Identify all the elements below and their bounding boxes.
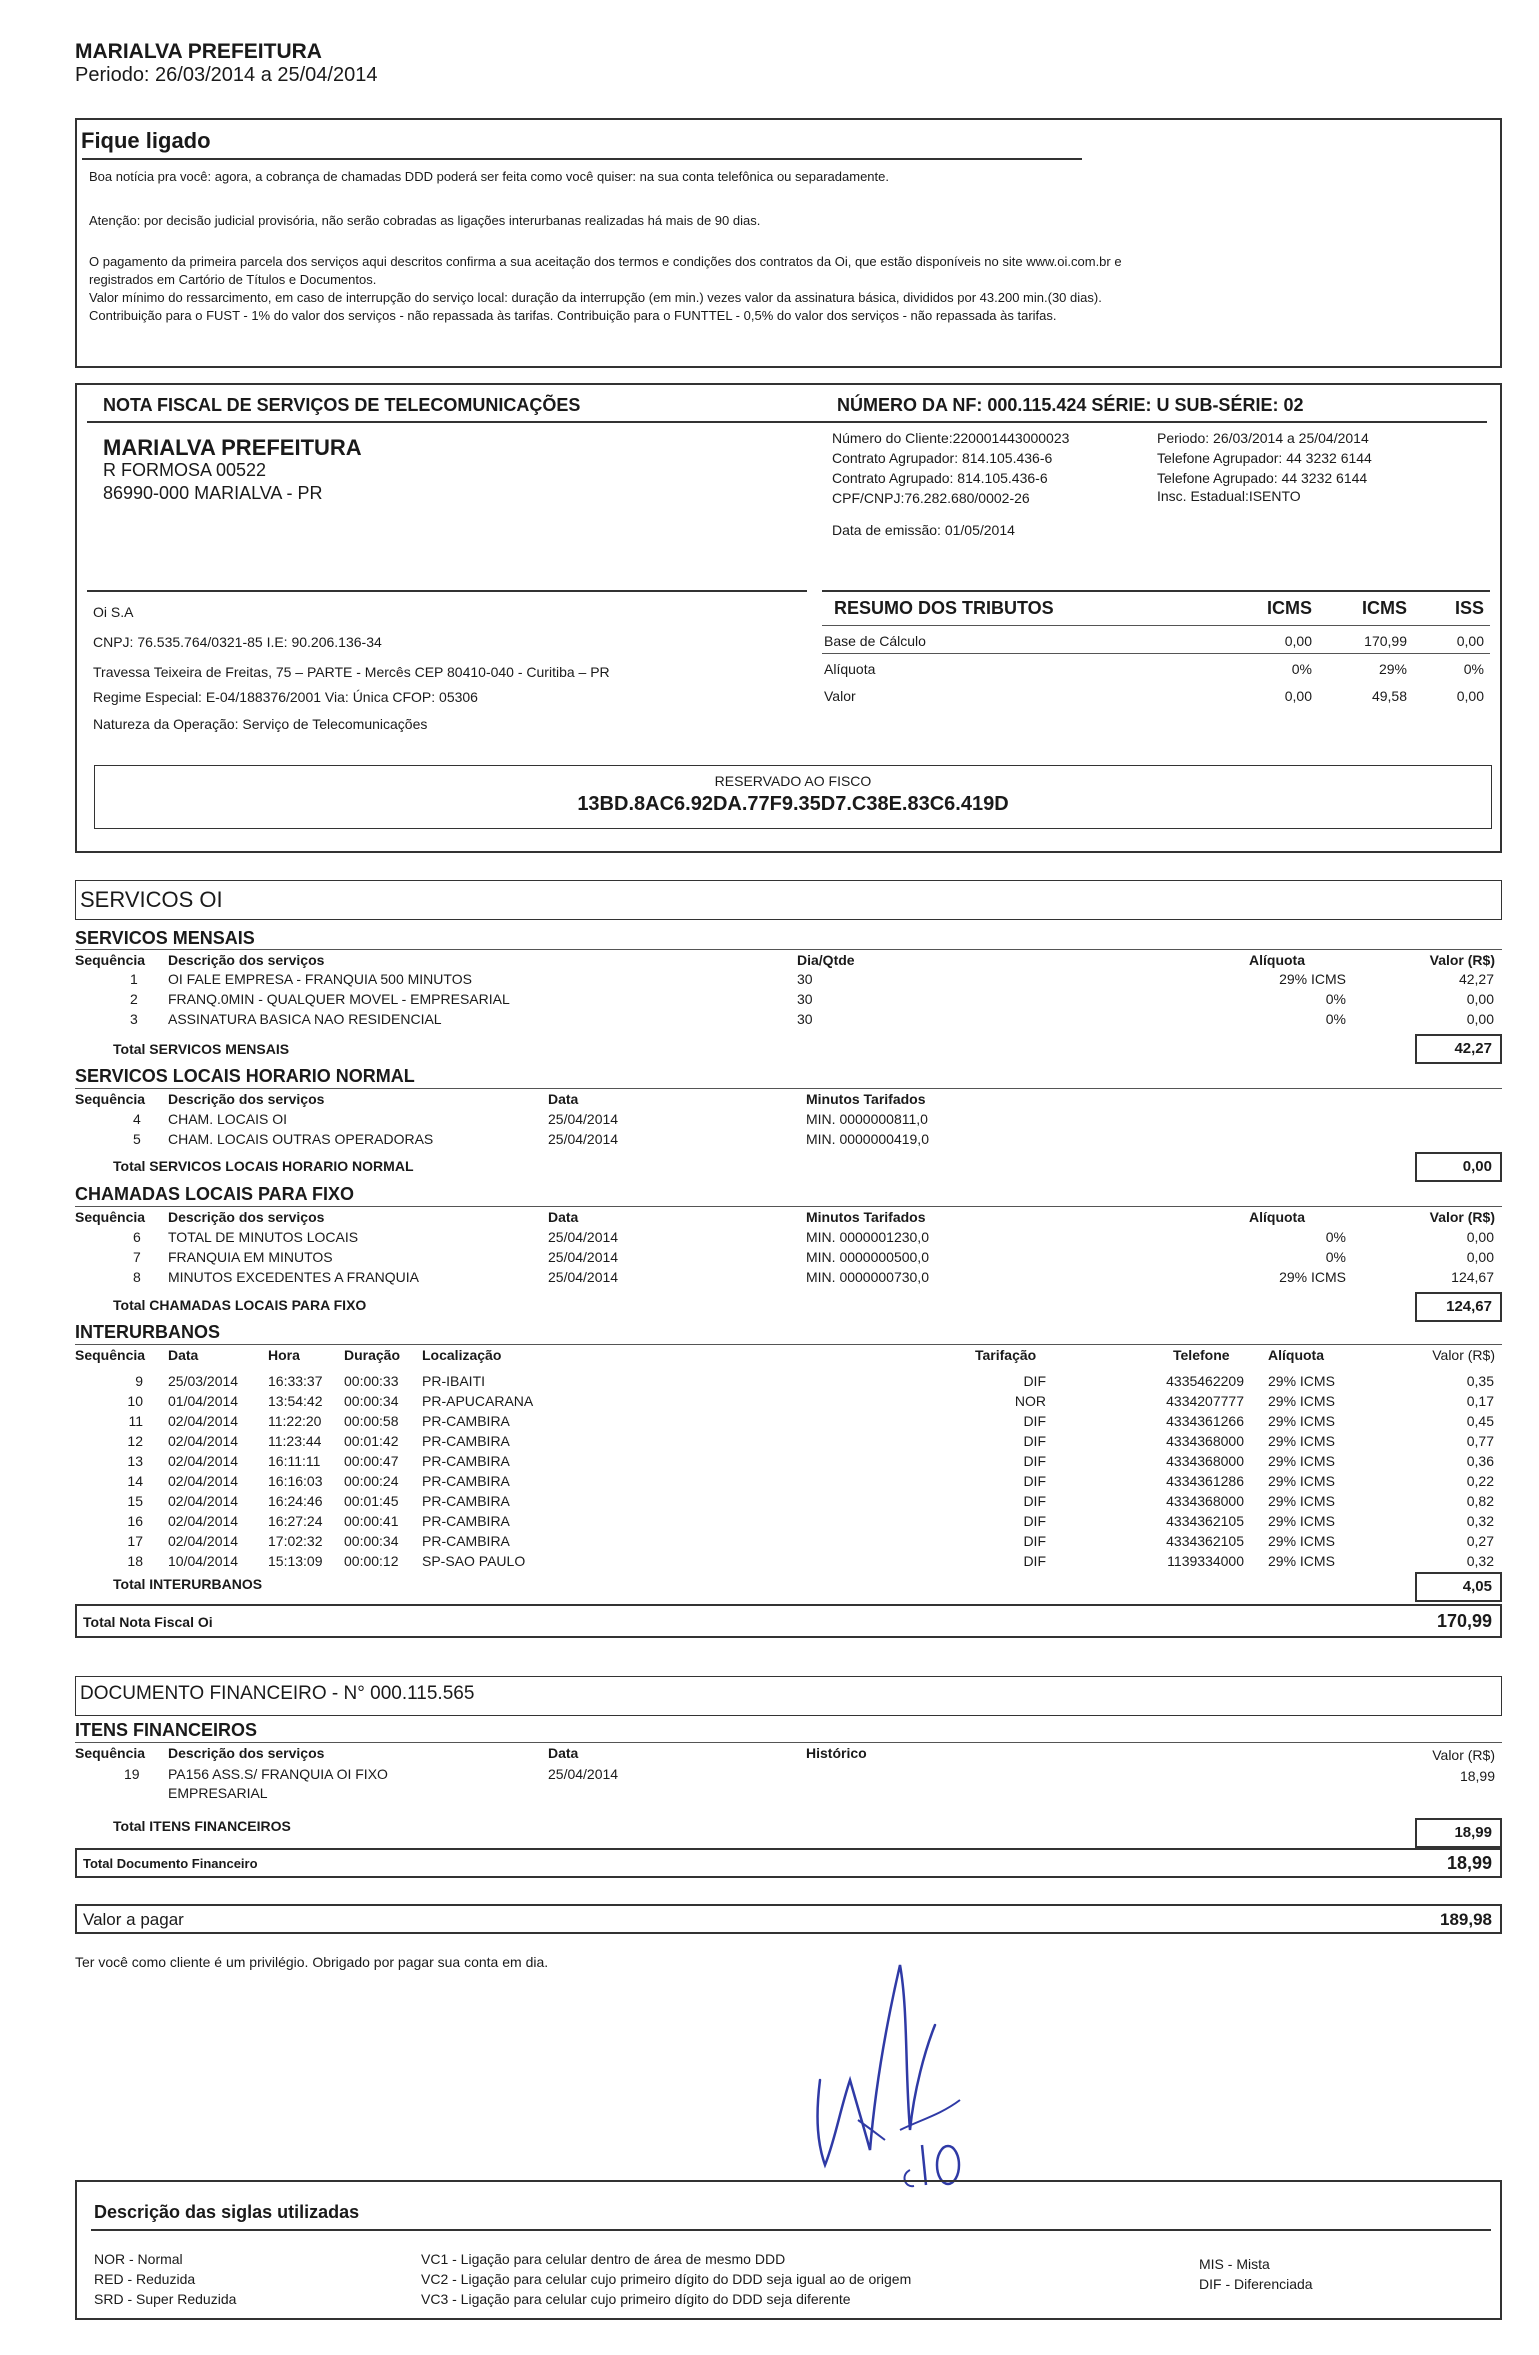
mensais-title: SERVICOS MENSAIS xyxy=(75,928,255,948)
nf-number: NÚMERO DA NF: 000.115.424 SÉRIE: U SUB-SÉRIE: 02 xyxy=(837,395,1304,415)
nf-info-right: Telefone Agrupador: 44 3232 6144 xyxy=(1157,450,1372,466)
col-header-valor: Valor (R$) xyxy=(1432,1747,1495,1763)
row-valor: 0,00 xyxy=(1466,991,1494,1007)
notice-title: Fique ligado xyxy=(81,128,211,153)
row-tel: 4334361266 xyxy=(1166,1413,1244,1429)
row-desc: ASSINATURA BASICA NAO RESIDENCIAL xyxy=(168,1011,442,1027)
row-valor: 0,00 xyxy=(1466,1249,1494,1265)
row-tar: DIF xyxy=(1023,1413,1046,1429)
nf-info-left: Contrato Agrupador: 814.105.436-6 xyxy=(832,450,1053,466)
siglas-box xyxy=(75,2180,1502,2320)
interurbanos-total-label: Total INTERURBANOS xyxy=(113,1576,263,1592)
fin-row-seq: 19 xyxy=(124,1766,140,1782)
company-address: Travessa Teixeira de Freitas, 75 – PARTE - Mercês CEP 80410-040 - Curitiba – PR xyxy=(93,664,610,680)
fixo-title-line xyxy=(75,1206,1502,1207)
row-aliq: 29% ICMS xyxy=(1268,1533,1335,1549)
row-hora: 16:27:24 xyxy=(268,1513,323,1529)
row-aliq: 29% ICMS xyxy=(1279,971,1346,987)
tributes-value: 29% xyxy=(1378,661,1407,677)
row-tar: DIF xyxy=(1023,1433,1046,1449)
row-valor: 0,45 xyxy=(1466,1413,1494,1429)
row-data: 02/04/2014 xyxy=(168,1513,239,1529)
table-row xyxy=(0,1452,1539,1472)
row-data: 02/04/2014 xyxy=(168,1413,239,1429)
row-aliq: 29% ICMS xyxy=(1268,1553,1335,1569)
row-min: MIN. 0000000811,0 xyxy=(806,1111,928,1127)
col-header-localizacao: Localização xyxy=(422,1347,502,1363)
mensais-total: 42,27 xyxy=(1415,1034,1502,1064)
tributes-title: RESUMO DOS TRIBUTOS xyxy=(834,598,1054,618)
row-aliq: 29% ICMS xyxy=(1268,1393,1335,1409)
mensais-title-line xyxy=(75,949,1502,950)
row-valor: 0,00 xyxy=(1466,1229,1494,1245)
row-dur: 00:01:42 xyxy=(344,1433,399,1449)
row-aliq: 29% ICMS xyxy=(1268,1473,1335,1489)
row-tel: 4334362105 xyxy=(1166,1533,1244,1549)
tributes-row-label: Alíquota xyxy=(824,661,876,677)
customer-name-header: MARIALVA PREFEITURA xyxy=(75,40,322,63)
row-hora: 16:33:37 xyxy=(268,1373,323,1389)
row-valor: 42,27 xyxy=(1458,971,1494,987)
col-header-seq: Sequência xyxy=(75,1091,146,1107)
col-header-seq: Sequência xyxy=(75,1745,146,1761)
row-seq: 9 xyxy=(135,1373,143,1389)
nf-emission-date: Data de emissão: 01/05/2014 xyxy=(832,522,1015,538)
tributes-value: 0,00 xyxy=(1284,688,1312,704)
col-header-desc: Descrição dos serviços xyxy=(168,952,325,968)
row-aliq: 29% ICMS xyxy=(1279,1269,1346,1285)
notice-line: Boa notícia pra você: agora, a cobrança de chamadas DDD poderá ser feita como você quiser: na sua conta telefônica ou separadamente. xyxy=(89,169,889,184)
row-seq: 1 xyxy=(130,971,138,987)
table-row xyxy=(0,1512,1539,1532)
row-loc: PR-CAMBIRA xyxy=(422,1433,510,1449)
row-dur: 00:00:34 xyxy=(344,1533,399,1549)
nf-total-value: 170,99 xyxy=(1436,1611,1492,1631)
row-loc: PR-APUCARANA xyxy=(422,1393,534,1409)
row-tel: 4334361286 xyxy=(1166,1473,1244,1489)
financeiro-title: DOCUMENTO FINANCEIRO - N° 000.115.565 xyxy=(80,1683,475,1704)
table-row xyxy=(0,990,1539,1010)
row-tel: 4334368000 xyxy=(1166,1453,1244,1469)
notice-line: Contribuição para o FUST - 1% do valor dos serviços - não repassada às tarifas. Contribuição para o FUNTTEL - 0,5% do valor dos serviços - não repassada às tarifas. xyxy=(89,308,1057,323)
notice-box xyxy=(75,118,1502,368)
row-aliq: 29% ICMS xyxy=(1268,1373,1335,1389)
col-header-valor: Valor (R$) xyxy=(1432,1347,1495,1363)
row-seq: 8 xyxy=(133,1269,141,1285)
services-title: SERVICOS OI xyxy=(80,887,223,912)
row-tar: DIF xyxy=(1023,1373,1046,1389)
nf-customer-addr2: 86990-000 MARIALVA - PR xyxy=(103,483,323,503)
fixo-rows xyxy=(0,1228,1539,1288)
row-aliq: 29% ICMS xyxy=(1268,1433,1335,1449)
table-row xyxy=(0,1228,1539,1248)
fin-row-valor: 18,99 xyxy=(1459,1768,1495,1784)
nf-title: NOTA FISCAL DE SERVIÇOS DE TELECOMUNICAÇÕES xyxy=(103,395,581,415)
fixo-title: CHAMADAS LOCAIS PARA FIXO xyxy=(75,1184,354,1204)
row-loc: PR-CAMBIRA xyxy=(422,1533,510,1549)
row-dur: 00:00:34 xyxy=(344,1393,399,1409)
row-dur: 00:00:47 xyxy=(344,1453,399,1469)
nf-info-left: Contrato Agrupado: 814.105.436-6 xyxy=(832,470,1048,486)
row-hora: 16:16:03 xyxy=(268,1473,323,1489)
nota-fiscal-box xyxy=(75,383,1502,853)
reserved-fisco-code: 13BD.8AC6.92DA.77F9.35D7.C38E.83C6.419D xyxy=(577,793,1009,815)
col-header-data: Data xyxy=(548,1745,579,1761)
row-data: 02/04/2014 xyxy=(168,1533,239,1549)
row-data: 02/04/2014 xyxy=(168,1473,239,1489)
row-valor: 0,32 xyxy=(1466,1553,1494,1569)
doc-total-label: Total Documento Financeiro xyxy=(83,1856,258,1871)
row-dur: 00:00:41 xyxy=(344,1513,399,1529)
doc-total-value: 18,99 xyxy=(1446,1853,1492,1873)
row-tar: DIF xyxy=(1023,1553,1046,1569)
sigla-item: RED - Reduzida xyxy=(94,2271,196,2287)
sigla-item: MIS - Mista xyxy=(1199,2256,1270,2272)
col-header-tarifacao: Tarifação xyxy=(975,1347,1037,1363)
row-data: 01/04/2014 xyxy=(168,1393,239,1409)
table-row xyxy=(0,1130,1539,1150)
company-name: Oi S.A xyxy=(93,604,134,620)
sigla-item: NOR - Normal xyxy=(94,2251,183,2267)
col-header-data: Data xyxy=(548,1091,579,1107)
row-tar: DIF xyxy=(1023,1493,1046,1509)
company-regime: Regime Especial: E-04/188376/2001 Via: Única CFOP: 05306 xyxy=(93,689,478,705)
sigla-item: SRD - Super Reduzida xyxy=(94,2291,237,2307)
row-aliq: 0% xyxy=(1325,1229,1346,1245)
table-row xyxy=(0,1472,1539,1492)
reserved-fisco-box xyxy=(94,765,1492,829)
table-row xyxy=(0,1392,1539,1412)
tributes-divider xyxy=(822,590,1490,592)
thanks-message: Ter você como cliente é um privilégio. Obrigado por pagar sua conta em dia. xyxy=(75,1954,549,1970)
row-valor: 0,32 xyxy=(1466,1513,1494,1529)
row-hora: 17:02:32 xyxy=(268,1533,323,1549)
nf-total-label: Total Nota Fiscal Oi xyxy=(83,1614,213,1630)
row-seq: 12 xyxy=(127,1433,143,1449)
sigla-item: VC2 - Ligação para celular cujo primeiro dígito do DDD seja igual ao de origem xyxy=(421,2271,912,2287)
col-header-aliq: Alíquota xyxy=(1268,1347,1324,1363)
row-aliq: 29% ICMS xyxy=(1268,1413,1335,1429)
row-valor: 0,17 xyxy=(1466,1393,1494,1409)
table-row xyxy=(0,1372,1539,1392)
tributes-value: 0% xyxy=(1463,661,1484,677)
row-seq: 13 xyxy=(127,1453,143,1469)
table-row xyxy=(0,1248,1539,1268)
nf-info-right: Periodo: 26/03/2014 a 25/04/2014 xyxy=(1157,430,1369,446)
row-seq: 6 xyxy=(133,1229,141,1245)
col-header-desc: Descrição dos serviços xyxy=(168,1745,325,1761)
row-data: 25/04/2014 xyxy=(548,1229,619,1245)
row-valor: 0,82 xyxy=(1466,1493,1494,1509)
tributes-value: 170,99 xyxy=(1364,633,1407,649)
sigla-item: VC3 - Ligação para celular cujo primeiro dígito do DDD seja diferente xyxy=(421,2291,851,2307)
notice-line: Atenção: por decisão judicial provisória, não serão cobradas as ligações interurbanas realizadas há mais de 90 dias. xyxy=(89,213,761,228)
row-loc: PR-CAMBIRA xyxy=(422,1513,510,1529)
row-desc: CHAM. LOCAIS OUTRAS OPERADORAS xyxy=(168,1131,434,1147)
tributes-value: 0% xyxy=(1291,661,1312,677)
fin-row-desc: PA156 ASS.S/ FRANQUIA OI FIXO xyxy=(168,1766,388,1782)
row-loc: PR-CAMBIRA xyxy=(422,1473,510,1489)
doc-total-box xyxy=(75,1848,1502,1878)
locais-title: SERVICOS LOCAIS HORARIO NORMAL xyxy=(75,1066,415,1086)
row-data: 02/04/2014 xyxy=(168,1453,239,1469)
col-header-seq: Sequência xyxy=(75,1209,146,1225)
row-data: 25/04/2014 xyxy=(548,1249,619,1265)
row-loc: SP-SAO PAULO xyxy=(422,1553,526,1569)
period-header: Periodo: 26/03/2014 a 25/04/2014 xyxy=(75,64,378,86)
row-tel: 4335462209 xyxy=(1166,1373,1244,1389)
row-seq: 16 xyxy=(127,1513,143,1529)
row-seq: 15 xyxy=(127,1493,143,1509)
services-title-box xyxy=(75,880,1502,920)
row-loc: PR-CAMBIRA xyxy=(422,1493,510,1509)
financeiro-title-box xyxy=(75,1676,1502,1716)
row-desc: MINUTOS EXCEDENTES A FRANQUIA xyxy=(168,1269,420,1285)
row-valor: 0,27 xyxy=(1466,1533,1494,1549)
row-seq: 7 xyxy=(133,1249,141,1265)
col-header-data: Data xyxy=(168,1347,199,1363)
itens-financeiros-line xyxy=(75,1742,1502,1743)
row-aliq: 29% ICMS xyxy=(1268,1453,1335,1469)
row-valor: 0,36 xyxy=(1466,1453,1494,1469)
row-tar: NOR xyxy=(1014,1393,1046,1409)
row-min: MIN. 0000000419,0 xyxy=(806,1131,929,1147)
row-desc: CHAM. LOCAIS OI xyxy=(168,1111,288,1127)
table-row xyxy=(0,970,1539,990)
row-hora: 15:13:09 xyxy=(268,1553,323,1569)
nf-customer-addr1: R FORMOSA 00522 xyxy=(103,460,267,480)
row-hora: 16:24:46 xyxy=(268,1493,323,1509)
table-row xyxy=(0,1010,1539,1030)
row-loc: PR-IBAITI xyxy=(422,1373,486,1389)
row-seq: 14 xyxy=(127,1473,143,1489)
row-aliq: 29% ICMS xyxy=(1268,1493,1335,1509)
interurbanos-rows xyxy=(0,1372,1539,1572)
row-seq: 18 xyxy=(127,1553,143,1569)
row-min: MIN. 0000000500,0 xyxy=(806,1249,929,1265)
row-data: 10/04/2014 xyxy=(168,1553,239,1569)
tributes-value: 49,58 xyxy=(1371,688,1407,704)
tributes-header-icms: ICMS xyxy=(1362,598,1407,618)
row-tar: DIF xyxy=(1023,1533,1046,1549)
fixo-total-label: Total CHAMADAS LOCAIS PARA FIXO xyxy=(113,1297,367,1313)
row-aliq: 29% ICMS xyxy=(1268,1513,1335,1529)
tributes-value: 0,00 xyxy=(1456,633,1484,649)
locais-total-label: Total SERVICOS LOCAIS HORARIO NORMAL xyxy=(113,1158,414,1174)
row-data: 25/03/2014 xyxy=(168,1373,239,1389)
row-valor: 0,35 xyxy=(1466,1373,1494,1389)
locais-title-line xyxy=(75,1088,1502,1089)
company-divider xyxy=(87,590,807,592)
siglas-divider xyxy=(91,2229,1491,2231)
notice-line: Valor mínimo do ressarcimento, em caso de interrupção do serviço local: duração da interrupção (em min.) vezes valor da assinatura básica, divididos por 43.200 min.(30 dias). xyxy=(89,290,1102,305)
row-min: MIN. 0000000730,0 xyxy=(806,1269,929,1285)
notice-line: O pagamento da primeira parcela dos serviços aqui descritos confirma a sua aceitação dos termos e condições dos contratos da Oi, que estão disponíveis no site www.oi.com.br e xyxy=(89,254,1122,269)
row-data: 25/04/2014 xyxy=(548,1269,619,1285)
table-row xyxy=(0,1492,1539,1512)
row-data: 25/04/2014 xyxy=(548,1131,619,1147)
table-row xyxy=(0,1532,1539,1552)
nf-info-right: Insc. Estadual:ISENTO xyxy=(1157,488,1301,504)
col-header-hora: Hora xyxy=(268,1347,300,1363)
tributes-row-label: Valor xyxy=(824,688,856,704)
reserved-fisco-label: RESERVADO AO FISCO xyxy=(714,773,872,789)
company-cnpj: CNPJ: 76.535.764/0321-85 I.E: 90.206.136-34 xyxy=(93,634,382,650)
row-dur: 00:00:33 xyxy=(344,1373,399,1389)
mensais-total-label: Total SERVICOS MENSAIS xyxy=(113,1041,290,1057)
row-loc: PR-CAMBIRA xyxy=(422,1413,510,1429)
row-dur: 00:00:12 xyxy=(344,1553,399,1569)
row-valor: 0,77 xyxy=(1466,1433,1494,1449)
nf-info-left: Número do Cliente:220001443000023 xyxy=(832,430,1070,446)
row-hora: 11:23:44 xyxy=(268,1433,322,1449)
col-header-data: Data xyxy=(548,1209,579,1225)
row-aliq: 0% xyxy=(1325,1011,1346,1027)
nf-info-right: Telefone Agrupado: 44 3232 6144 xyxy=(1157,470,1368,486)
fin-row-data: 25/04/2014 xyxy=(548,1766,619,1782)
col-header-duracao: Duração xyxy=(344,1347,401,1363)
row-desc: OI FALE EMPRESA - FRANQUIA 500 MINUTOS xyxy=(168,971,472,987)
row-seq: 17 xyxy=(127,1533,143,1549)
row-tel: 4334368000 xyxy=(1166,1493,1244,1509)
col-header-valor: Valor (R$) xyxy=(1429,1209,1495,1225)
interurbanos-title: INTERURBANOS xyxy=(75,1322,221,1342)
row-seq: 2 xyxy=(130,991,138,1007)
row-aliq: 0% xyxy=(1325,991,1346,1007)
tributes-header-icms: ICMS xyxy=(1267,598,1312,618)
fin-row-desc-cont: EMPRESARIAL xyxy=(168,1785,268,1801)
row-data: 02/04/2014 xyxy=(168,1433,239,1449)
table-row xyxy=(0,1552,1539,1572)
itens-financeiros-title: ITENS FINANCEIROS xyxy=(75,1720,258,1740)
tributes-row-line xyxy=(822,653,1490,654)
row-qtd: 30 xyxy=(797,971,813,987)
row-tar: DIF xyxy=(1023,1473,1046,1489)
fixo-total: 124,67 xyxy=(1415,1292,1502,1322)
col-header-seq: Sequência xyxy=(75,1347,146,1363)
tributes-header-iss: ISS xyxy=(1454,598,1484,618)
col-header-telefone: Telefone xyxy=(1173,1347,1230,1363)
table-row xyxy=(0,1268,1539,1288)
company-nature: Natureza da Operação: Serviço de Telecomunicações xyxy=(93,716,428,732)
pay-label: Valor a pagar xyxy=(83,1910,184,1929)
col-header-valor: Valor (R$) xyxy=(1429,952,1495,968)
table-row xyxy=(0,1110,1539,1130)
row-aliq: 0% xyxy=(1325,1249,1346,1265)
col-header-qtd: Dia/Qtde xyxy=(797,952,855,968)
row-tar: DIF xyxy=(1023,1453,1046,1469)
nf-total-box xyxy=(75,1604,1502,1638)
nf-customer-name: MARIALVA PREFEITURA xyxy=(103,435,362,460)
locais-total: 0,00 xyxy=(1415,1152,1502,1182)
tributes-row-label: Base de Cálculo xyxy=(824,633,926,649)
nf-divider xyxy=(87,421,1487,423)
col-header-min: Minutos Tarifados xyxy=(806,1091,926,1107)
nf-info-left: CPF/CNPJ:76.282.680/0002-26 xyxy=(832,490,1030,506)
row-hora: 11:22:20 xyxy=(268,1413,322,1429)
row-tel: 4334362105 xyxy=(1166,1513,1244,1529)
col-header-historico: Histórico xyxy=(806,1745,867,1761)
col-header-min: Minutos Tarifados xyxy=(806,1209,926,1225)
row-hora: 16:11:11 xyxy=(268,1453,321,1469)
row-loc: PR-CAMBIRA xyxy=(422,1453,510,1469)
col-header-seq: Sequência xyxy=(75,952,146,968)
row-seq: 10 xyxy=(127,1393,143,1409)
row-seq: 4 xyxy=(133,1111,141,1127)
row-data: 25/04/2014 xyxy=(548,1111,619,1127)
interurbanos-total: 4,05 xyxy=(1415,1572,1502,1602)
row-qtd: 30 xyxy=(797,1011,813,1027)
col-header-desc: Descrição dos serviços xyxy=(168,1091,325,1107)
row-tel: 1139334000 xyxy=(1167,1553,1244,1569)
row-dur: 00:00:58 xyxy=(344,1413,399,1429)
row-tel: 4334207777 xyxy=(1166,1393,1244,1409)
sigla-item: VC1 - Ligação para celular dentro de área de mesmo DDD xyxy=(421,2251,786,2267)
notice-line: registrados em Cartório de Títulos e Documentos. xyxy=(89,272,377,287)
pay-value: 189,98 xyxy=(1440,1910,1492,1929)
row-min: MIN. 0000001230,0 xyxy=(806,1229,929,1245)
interurbanos-title-line xyxy=(75,1344,1502,1345)
row-data: 02/04/2014 xyxy=(168,1493,239,1509)
row-qtd: 30 xyxy=(797,991,813,1007)
locais-rows xyxy=(0,1110,1539,1150)
notice-title-underline xyxy=(82,158,1082,160)
fin-total: 18,99 xyxy=(1415,1818,1502,1848)
table-row xyxy=(0,1412,1539,1432)
row-desc: FRANQ.0MIN - QUALQUER MOVEL - EMPRESARIAL xyxy=(168,991,510,1007)
table-row xyxy=(0,1432,1539,1452)
row-seq: 11 xyxy=(128,1413,143,1429)
row-dur: 00:01:45 xyxy=(344,1493,399,1509)
tributes-value: 0,00 xyxy=(1284,633,1312,649)
tributes-header-line xyxy=(822,625,1490,626)
col-header-aliq: Alíquota xyxy=(1249,952,1305,968)
mensais-rows xyxy=(0,970,1539,1030)
tributes-value: 0,00 xyxy=(1456,688,1484,704)
row-seq: 3 xyxy=(130,1011,138,1027)
row-valor: 0,00 xyxy=(1466,1011,1494,1027)
sigla-item: DIF - Diferenciada xyxy=(1199,2276,1313,2292)
row-hora: 13:54:42 xyxy=(268,1393,323,1409)
row-tar: DIF xyxy=(1023,1513,1046,1529)
row-seq: 5 xyxy=(133,1131,141,1147)
col-header-desc: Descrição dos serviços xyxy=(168,1209,325,1225)
row-valor: 0,22 xyxy=(1466,1473,1494,1489)
row-dur: 00:00:24 xyxy=(344,1473,399,1489)
row-tel: 4334368000 xyxy=(1166,1433,1244,1449)
siglas-title: Descrição das siglas utilizadas xyxy=(94,2202,360,2222)
fin-total-label: Total ITENS FINANCEIROS xyxy=(113,1818,291,1834)
col-header-aliq: Alíquota xyxy=(1249,1209,1305,1225)
row-desc: TOTAL DE MINUTOS LOCAIS xyxy=(168,1229,359,1245)
row-desc: FRANQUIA EM MINUTOS xyxy=(168,1249,333,1265)
row-valor: 124,67 xyxy=(1451,1269,1494,1285)
